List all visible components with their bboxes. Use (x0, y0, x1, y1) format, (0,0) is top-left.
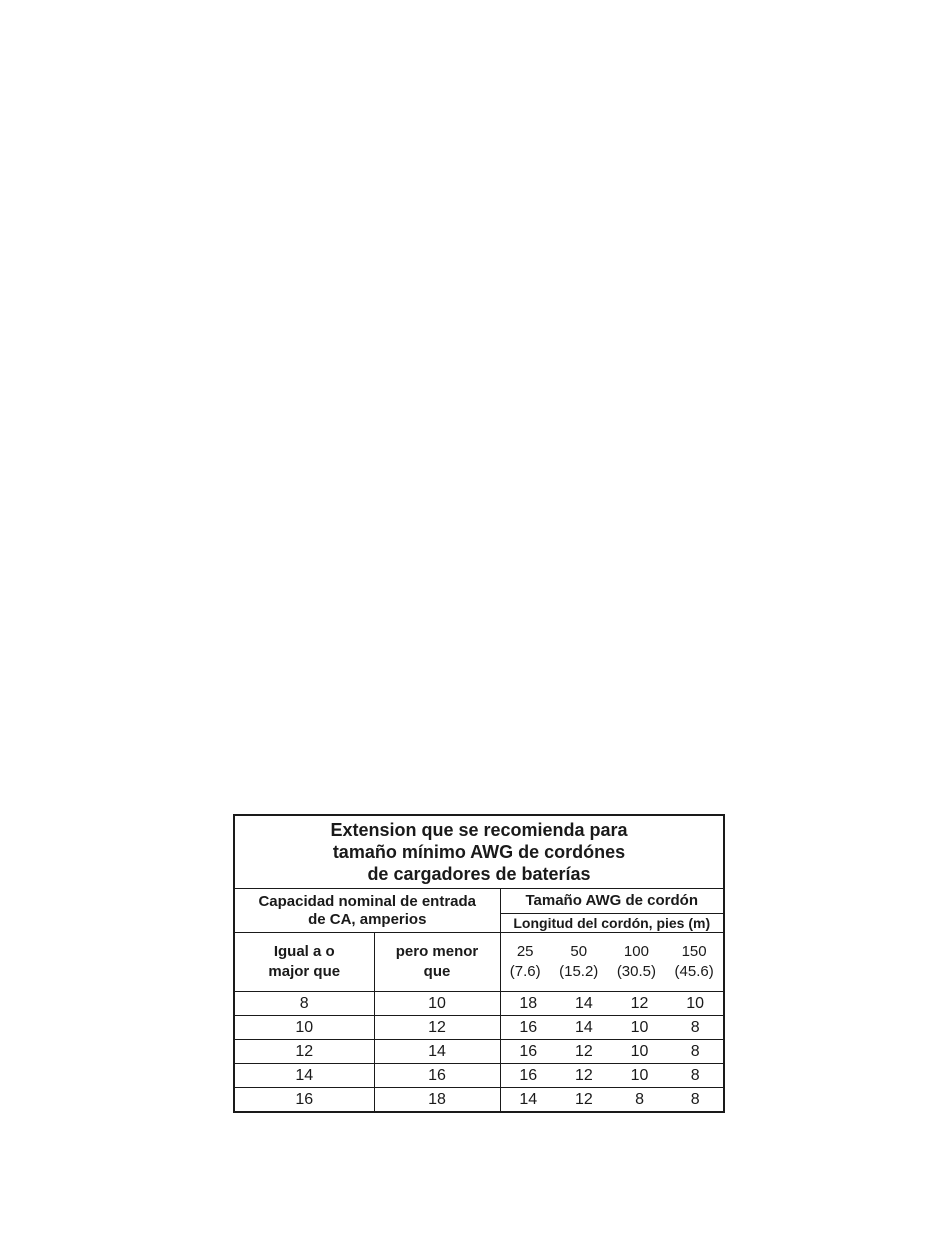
awg-cell (500, 1088, 724, 1113)
table-row (234, 1088, 724, 1113)
sub-header-row (234, 933, 724, 992)
col-max-header (374, 933, 500, 992)
group-header-row (234, 889, 724, 914)
awg-value: 12 (575, 1090, 593, 1108)
table-title-row (234, 815, 724, 889)
max-amps-cell: 18 (374, 1088, 500, 1113)
awg-value: 14 (519, 1090, 538, 1108)
col-min-line: major que (268, 963, 341, 980)
awg-value: 12 (630, 994, 649, 1012)
length-columns (500, 933, 724, 992)
title-line: Extension que se recomienda para (330, 820, 628, 840)
max-amps-cell: 16 (374, 1064, 500, 1088)
length-feet: 150 (681, 943, 707, 960)
awg-value: 8 (690, 1090, 700, 1108)
capacity-header-line: Capacidad nominal de entrada (258, 892, 477, 910)
length-header: Longitud del cordón, pies (m) (500, 914, 724, 933)
title-line: de cargadores de baterías (367, 864, 591, 884)
col-max-line: que (423, 963, 451, 980)
awg-header: Tamaño AWG de cordón (500, 889, 724, 914)
length-feet: 50 (570, 943, 588, 960)
awg-value: 8 (635, 1090, 645, 1108)
awg-value: 10 (630, 1018, 649, 1036)
awg-value: 12 (575, 1042, 593, 1060)
length-column (559, 942, 598, 982)
table-row (234, 1040, 724, 1064)
awg-value: 14 (575, 994, 593, 1012)
max-amps-cell: 10 (374, 992, 500, 1016)
length-column (675, 942, 714, 982)
length-meters: (7.6) (509, 963, 541, 980)
min-amps-cell: 8 (234, 992, 374, 1016)
max-amps-cell: 12 (374, 1016, 500, 1040)
awg-cell (500, 1040, 724, 1064)
awg-value: 10 (630, 1066, 649, 1084)
awg-value: 16 (519, 1042, 538, 1060)
awg-value: 10 (630, 1042, 649, 1060)
col-max-line: pero menor (395, 943, 479, 960)
awg-cell (500, 992, 724, 1016)
length-column (617, 942, 656, 982)
table-row (234, 1016, 724, 1040)
col-min-line: Igual a o (273, 943, 335, 960)
length-feet: 100 (623, 943, 649, 960)
awg-value: 8 (690, 1066, 700, 1084)
capacity-header (234, 889, 500, 933)
table-row (234, 1064, 724, 1088)
awg-cell (500, 1016, 724, 1040)
length-meters: (30.5) (616, 963, 656, 980)
awg-value: 16 (519, 1018, 538, 1036)
min-amps-cell: 14 (234, 1064, 374, 1088)
length-column (510, 942, 541, 982)
col-min-header (234, 933, 374, 992)
min-amps-cell: 12 (234, 1040, 374, 1064)
capacity-header-line: de CA, amperios (308, 910, 427, 928)
min-amps-cell: 16 (234, 1088, 374, 1113)
title-line: tamaño mínimo AWG de cordónes (332, 842, 626, 862)
table-row (234, 992, 724, 1016)
awg-value: 8 (690, 1018, 700, 1036)
awg-value: 14 (575, 1018, 593, 1036)
length-feet: 25 (516, 943, 534, 960)
min-amps-cell: 10 (234, 1016, 374, 1040)
awg-value: 8 (690, 1042, 700, 1060)
table-title (234, 815, 724, 889)
awg-value: 12 (575, 1066, 593, 1084)
awg-value: 16 (519, 1066, 538, 1084)
max-amps-cell: 14 (374, 1040, 500, 1064)
awg-value: 18 (519, 994, 538, 1012)
length-meters: (45.6) (674, 963, 714, 980)
extension-cord-table (233, 814, 725, 1113)
length-meters: (15.2) (559, 963, 599, 980)
awg-cell (500, 1064, 724, 1088)
awg-value: 10 (686, 994, 705, 1012)
